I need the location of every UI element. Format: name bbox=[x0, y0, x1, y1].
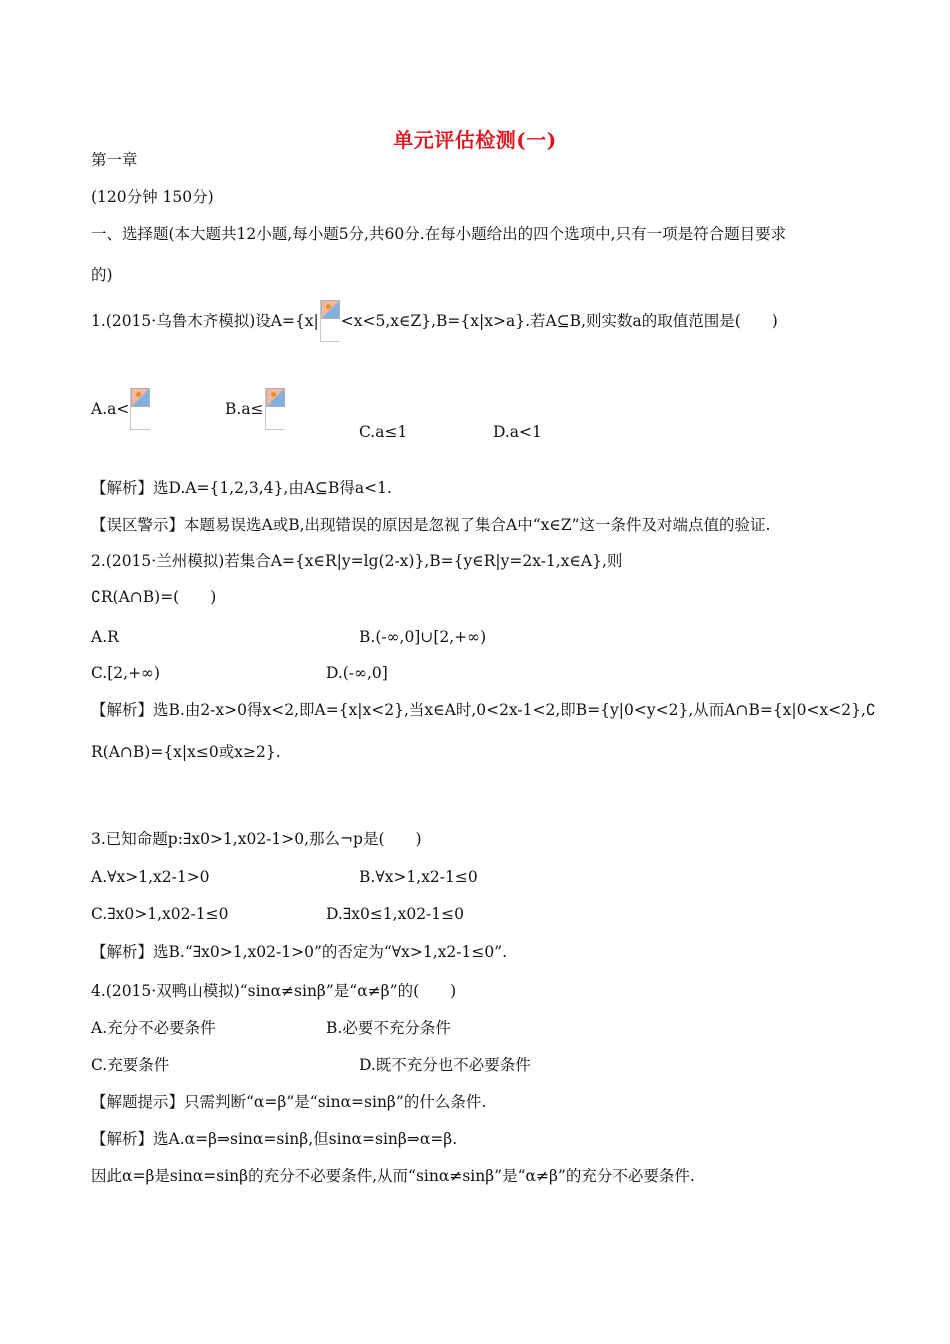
q1-stem-part2: <x<5,x∈Z},B={x|x>a}.若A⊆B,则实数a的取值范围是( ) bbox=[340, 312, 778, 330]
q1-option-b-text: B.a≤ bbox=[225, 400, 264, 418]
section1-instructions-line1: 一、选择题(本大题共12小题,每小题5分,共60分.在每小题给出的四个选项中,只有一项是符合题目要求 bbox=[91, 225, 787, 243]
q4-conclusion: 因此α=β是sinα=sinβ的充分不必要条件,从而“sinα≠sinβ”是“α≠β”的充分不必要条件. bbox=[91, 1167, 695, 1185]
q2-stem-line1: 2.(2015·兰州模拟)若集合A={x∈R|y=lg(2-x)},B={y∈R|y=2x-1,x∈A},则 bbox=[91, 552, 623, 570]
q4-option-a: A.充分不必要条件 bbox=[91, 1019, 216, 1037]
q4-hint: 【解题提示】只需判断“α=β”是“sinα=sinβ”的什么条件. bbox=[91, 1093, 487, 1111]
q1-warning: 【误区警示】本题易误选A或B,出现错误的原因是忽视了集合A中“x∈Z”这一条件及对端点值的验证. bbox=[91, 516, 771, 534]
page-title: 单元评估检测(一) bbox=[393, 128, 557, 152]
q2-option-b: B.(-∞,0]∪[2,+∞) bbox=[359, 628, 487, 646]
q4-option-b: B.必要不充分条件 bbox=[326, 1019, 451, 1037]
q2-option-a: A.R bbox=[91, 628, 119, 646]
q3-analysis: 【解析】选B.“∃x0>1,x02-1>0”的否定为“∀x>1,x2-1≤0”. bbox=[91, 943, 508, 961]
q2-analysis-line2: R(A∩B)={x|x≤0或x≥2}. bbox=[91, 743, 281, 761]
q2-option-c: C.[2,+∞) bbox=[91, 664, 161, 682]
image-placeholder-icon bbox=[130, 388, 150, 430]
image-placeholder-icon bbox=[265, 388, 285, 430]
q1-option-b bbox=[225, 388, 286, 430]
q3-option-a: A.∀x>1,x2-1>0 bbox=[91, 868, 210, 886]
q1-stem-part1: 1.(2015·乌鲁木齐模拟)设A={x| bbox=[91, 312, 319, 330]
q1-analysis: 【解析】选D.A={1,2,3,4},由A⊆B得a<1. bbox=[91, 479, 392, 497]
q3-option-d: D.∃x0≤1,x02-1≤0 bbox=[326, 905, 465, 923]
q3-option-c: C.∃x0>1,x02-1≤0 bbox=[91, 905, 229, 923]
q4-analysis: 【解析】选A.α=β⇒sinα=sinβ,但sinα=sinβ⇒α=β. bbox=[91, 1130, 458, 1148]
q1-option-a bbox=[91, 388, 151, 430]
q3-stem: 3.已知命题p:∃x0>1,x02-1>0,那么¬p是( ) bbox=[91, 830, 422, 848]
q1-option-c: C.a≤1 bbox=[359, 423, 408, 441]
q3-option-b: B.∀x>1,x2-1≤0 bbox=[359, 868, 478, 886]
q4-stem: 4.(2015·双鸭山模拟)“sinα≠sinβ”是“α≠β”的( ) bbox=[91, 982, 457, 1000]
q2-option-d: D.(-∞,0] bbox=[326, 664, 388, 682]
q1-stem bbox=[91, 300, 778, 342]
q4-option-c: C.充要条件 bbox=[91, 1056, 170, 1074]
q1-option-d: D.a<1 bbox=[493, 423, 542, 441]
q2-stem-line2: ∁R(A∩B)=( ) bbox=[91, 588, 217, 606]
q2-analysis-line1: 【解析】选B.由2-x>0得x<2,即A={x|x<2},当x∈A时,0<2x-1<2,即B={y|0<y<2},从而A∩B={x|0<x<2},∁ bbox=[91, 701, 876, 719]
time-score: (120分钟 150分) bbox=[91, 188, 214, 206]
chapter-label: 第一章 bbox=[91, 151, 138, 169]
image-placeholder-icon bbox=[320, 300, 340, 342]
q1-option-a-text: A.a< bbox=[91, 400, 130, 418]
section1-instructions-line2: 的) bbox=[91, 266, 113, 284]
q4-option-d: D.既不充分也不必要条件 bbox=[359, 1056, 531, 1074]
